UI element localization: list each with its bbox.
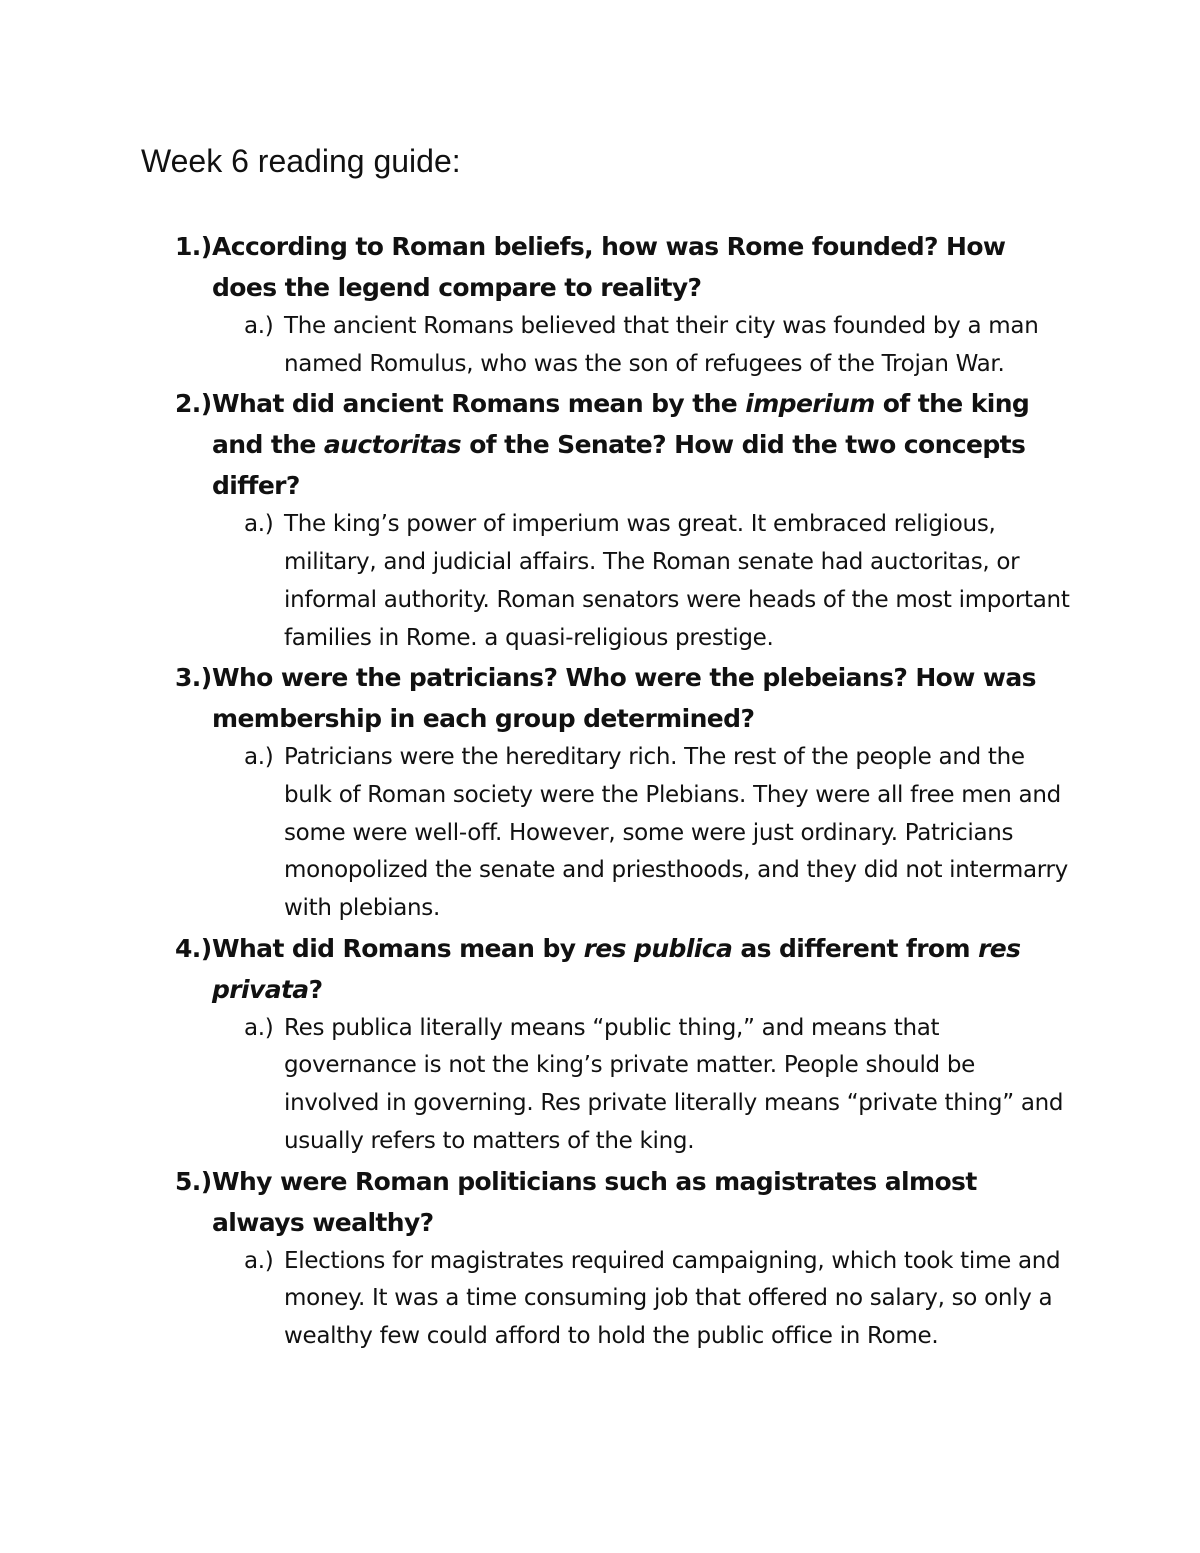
question-text: [212, 1161, 1072, 1243]
question-text: [212, 383, 1072, 506]
question-text-segment: as different from: [732, 933, 979, 963]
question-text-segment: Who were the patricians? Who were the plebeians? How was membership in each group determined?: [212, 663, 1036, 734]
question-number: 1.): [175, 232, 212, 261]
question-text-segment: What did Romans mean by: [212, 933, 584, 963]
question-item: [0, 657, 1200, 928]
answer-text: The ancient Romans believed that their city was founded by a man named Romulus, who was the son of refugees of the Trojan War.: [284, 313, 1039, 377]
answer-text: Res publica literally means “public thing,” and means that governance is not the king’s private matter. People should be involved in governing. Res private literally means “private thing” and usually refers to matters of the king.: [284, 1014, 1064, 1154]
question-text-segment: According to Roman beliefs, how was Rome founded? How does the legend compare to reality?: [212, 232, 1006, 302]
answer-marker: a.): [244, 313, 274, 339]
question-number: 4.): [175, 933, 212, 963]
answer-marker: a.): [244, 1247, 274, 1274]
answer-marker: a.): [244, 1014, 274, 1041]
question-list: [0, 226, 1200, 1356]
question-text: [212, 928, 1072, 1010]
document-title: Week 6 reading guide:: [141, 143, 461, 179]
question-text-italic-term: res privata: [212, 933, 1021, 1004]
answer-marker: a.): [244, 511, 274, 538]
answer-item: [0, 308, 1200, 383]
question-text-italic-term: res publica: [583, 933, 733, 963]
question-text: [212, 226, 1072, 308]
question-number: 5.): [175, 1166, 212, 1196]
question-text-italic-term: auctoritas: [323, 430, 462, 460]
answer-text: Elections for magistrates required campaigning, which took time and money. It was a time consuming job that offered no salary, so only a wealthy few could afford to hold the public office in Rome.: [284, 1247, 1061, 1349]
question-number: 3.): [175, 663, 212, 693]
question-text: [212, 657, 1072, 739]
answer-item: [0, 739, 1200, 928]
answer-item: [0, 506, 1200, 657]
question-item: [0, 1161, 1200, 1356]
question-text-segment: Why were Roman politicians such as magistrates almost always wealthy?: [212, 1166, 977, 1237]
question-item: [0, 226, 1200, 383]
question-text-italic-term: imperium: [745, 389, 875, 419]
answer-text: The king’s power of imperium was great. It embraced religious, military, and judicial affairs. The Roman senate had auctoritas, or informal authority. Roman senators were heads of the most important families in Rome. a quasi-religious prestige.: [284, 511, 1070, 651]
question-item: [0, 928, 1200, 1161]
answer-text: Patricians were the hereditary rich. The rest of the people and the bulk of Roman society were the Plebians. They were all free men and some were well-off. However, some were just ordinary. Patricians monopolized the senate and priesthoods, and they did not intermarry with plebians.: [284, 744, 1068, 922]
question-item: [0, 383, 1200, 657]
question-text-segment: of the Senate? How did the two concepts differ?: [212, 430, 1026, 501]
question-text-segment: ?: [308, 974, 323, 1004]
question-text-segment: What did ancient Romans mean by the: [212, 389, 746, 419]
question-number: 2.): [175, 389, 212, 419]
answer-item: [0, 1010, 1200, 1161]
answer-marker: a.): [244, 744, 274, 771]
answer-item: [0, 1243, 1200, 1356]
question-text-segment: of the king and the: [212, 389, 1030, 460]
